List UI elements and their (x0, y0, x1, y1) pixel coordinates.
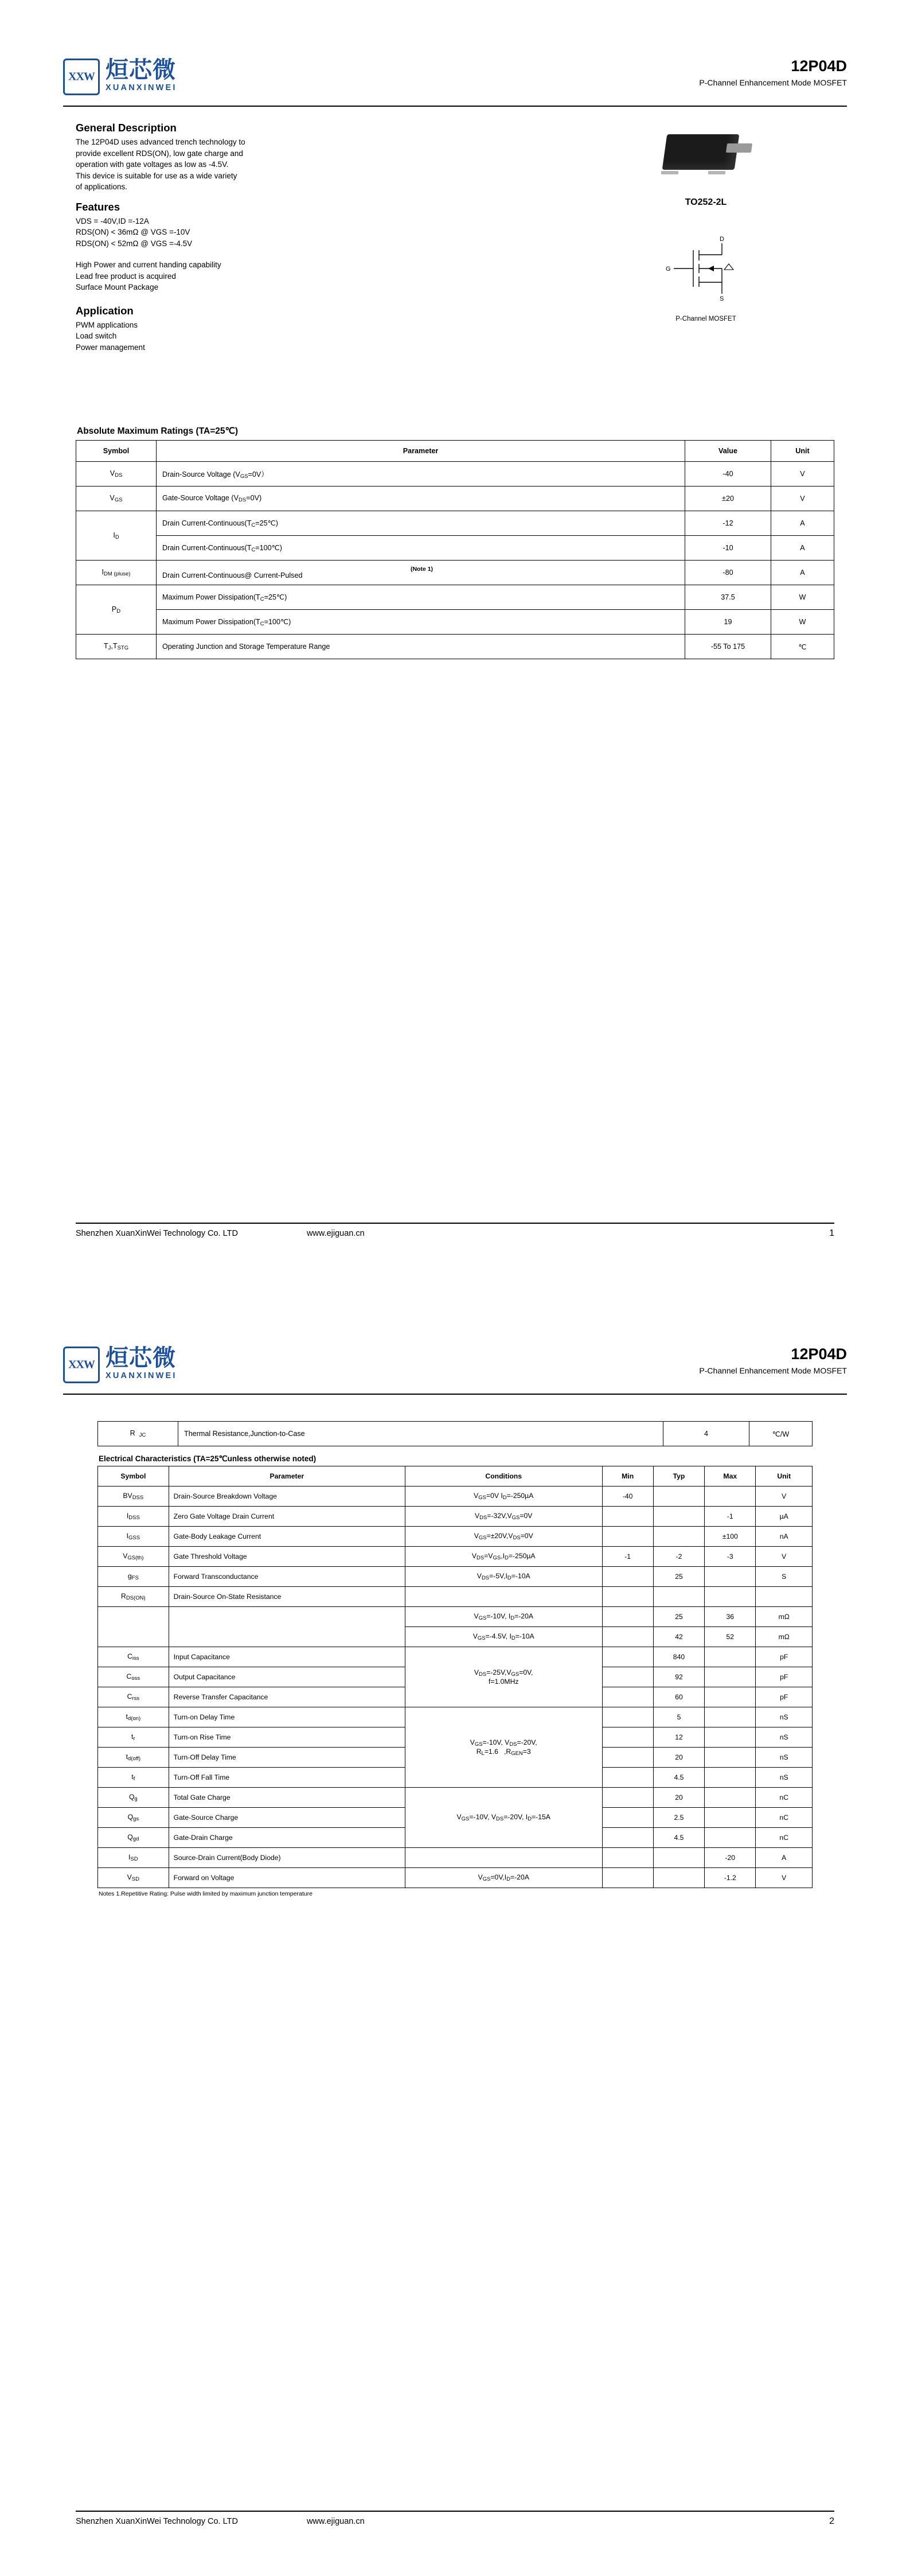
table-row (98, 1868, 813, 1888)
cell-max (705, 1687, 756, 1707)
cell-unit: V (771, 487, 834, 511)
cell-value: 19 (685, 610, 771, 635)
cell-parameter (169, 1627, 405, 1647)
cell-parameter: Drain-Source Breakdown Voltage (169, 1487, 405, 1507)
cell-parameter: Maximum Power $Dissipation(T_C=25℃)$ (157, 585, 685, 610)
cell-max (705, 1808, 756, 1828)
abs-max-title: Absolute Maximum Ratings (TA=25℃) (77, 426, 239, 436)
table-row (98, 1422, 813, 1446)
logo-mark-icon (63, 1347, 100, 1383)
cell-symbol: $Q_{gd}$ (98, 1828, 169, 1848)
cell-value: -10 (685, 536, 771, 561)
general-line-1: The 12P04D uses advanced trench technology to (76, 138, 245, 146)
footer-page-number: 2 (829, 2516, 834, 2526)
cell-parameter: Forward on Voltage (169, 1868, 405, 1888)
part-number: 12P04D (791, 57, 847, 75)
logo-mark-text: XXW (68, 70, 95, 83)
cell-typ (653, 1527, 704, 1547)
cell-typ: -2 (653, 1547, 704, 1567)
cell-value: 37.5 (685, 585, 771, 610)
footer-page-number: 1 (829, 1228, 834, 1238)
cell-symbol (98, 1607, 169, 1627)
cell-symbol: $V_{DS}$ (76, 462, 157, 487)
cell-max (705, 1707, 756, 1727)
application-line-1: PWM applications (76, 320, 138, 329)
cell-unit: nC (756, 1788, 813, 1808)
cell-parameter: Total Gate Charge (169, 1788, 405, 1808)
cell-symbol: $I_D$ (76, 511, 157, 561)
cell-max: -20 (705, 1848, 756, 1868)
features-line-4: High Power and current handing capability (76, 260, 221, 269)
cell-conditions: $V_{GS}=-10V$, $I_D=-20A$ (405, 1607, 602, 1627)
cell-conditions: $V_{GS}=\pm 20V,V_{DS}=0V$ (405, 1527, 602, 1547)
cell-typ: 4.5 (653, 1768, 704, 1788)
cell-max (705, 1487, 756, 1507)
table-row (98, 1647, 813, 1667)
cell-symbol: $t_{d(off)}$ (98, 1748, 169, 1768)
page-2 (0, 1288, 910, 2576)
cell-parameter: Drain-Source Voltage $(V_{GS}=0V)$ (157, 462, 685, 487)
cell-typ: 20 (653, 1788, 704, 1808)
col-unit: Unit (756, 1466, 813, 1487)
cell-max (705, 1567, 756, 1587)
logo-english-name: XUANXINWEI (106, 83, 177, 92)
table-row (98, 1547, 813, 1567)
table-row (98, 1527, 813, 1547)
cell-parameter: Gate Threshold Voltage (169, 1547, 405, 1567)
cell-conditions: $V_{GS}=0V,I_D=-20A$ (405, 1868, 602, 1888)
cell-max (705, 1788, 756, 1808)
footer-website[interactable]: www.ejiguan.cn (306, 2517, 365, 2526)
footer-company: Shenzhen XuanXinWei Technology Co. LTD (76, 1229, 238, 1238)
cell-unit: W (771, 585, 834, 610)
cell-parameter: Gate-Source Charge (169, 1808, 405, 1828)
cell-parameter: Gate-Body Leakage Current (169, 1527, 405, 1547)
cell-symbol: $I_{DM (pluse)}$ (76, 561, 157, 585)
features-block (76, 201, 431, 293)
cell-typ (653, 1848, 704, 1868)
cell-parameter: Turn-Off Fall Time (169, 1768, 405, 1788)
table-row (76, 511, 834, 536)
cell-parameter (169, 1607, 405, 1627)
cell-unit: nC (756, 1828, 813, 1848)
table-row (76, 462, 834, 487)
cell-max: 52 (705, 1627, 756, 1647)
table-row (98, 1587, 813, 1607)
col-max: Max (705, 1466, 756, 1487)
cell-min: -1 (602, 1547, 653, 1567)
table-row (98, 1707, 813, 1727)
general-line-2: provide excellent RDS(ON), low gate charge and (76, 149, 243, 158)
logo-chinese-name: 烜芯微 (106, 57, 176, 83)
table-row (98, 1627, 813, 1647)
cell-conditions (405, 1587, 602, 1607)
cell-parameter: Operating Junction and Storage Temperature Range (157, 635, 685, 659)
cell-parameter: Output Capacitance (169, 1667, 405, 1687)
cell-conditions: $V_{GS}=-4.5V$, $I_D=-10A$ (405, 1627, 602, 1647)
table-row (98, 1487, 813, 1507)
description-column (76, 122, 431, 354)
cell-max (705, 1647, 756, 1667)
cell-symbol: $C_{oss}$ (98, 1667, 169, 1687)
cell-parameter: Reverse Transfer Capacitance (169, 1687, 405, 1707)
cell-symbol: $t_{d(on)}$ (98, 1707, 169, 1727)
electrical-characteristics-title: Electrical Characteristics (TA=25℃unless otherwise noted) (99, 1454, 317, 1463)
table-row (76, 561, 834, 585)
cell-symbol: $BV_{DSS}$ (98, 1487, 169, 1507)
cell-parameter: Zero Gate Voltage Drain Current (169, 1507, 405, 1527)
cell-note: (Note 1) (410, 566, 433, 573)
general-line-4: This device is suitable for use as a wide variety (76, 171, 237, 180)
cell-symbol: $V_{GS(th)}$ (98, 1547, 169, 1567)
col-typ: Typ (653, 1466, 704, 1487)
cell-parameter: (Note 1) Drain Current-Continuous@ Current-Pulsed (157, 561, 685, 585)
cell-symbol: $I_{SD}$ (98, 1848, 169, 1868)
cell-min: -40 (602, 1487, 653, 1507)
cell-unit: V (756, 1868, 813, 1888)
logo-english-name: XUANXINWEI (106, 1371, 177, 1380)
cell-min (602, 1828, 653, 1848)
company-logo (63, 1345, 177, 1383)
cell-unit: S (756, 1567, 813, 1587)
cell-typ: 840 (653, 1647, 704, 1667)
cell-conditions: $V_{DS}=-25V,V_{GS}=0V$, f=1.0MHz (405, 1647, 602, 1707)
cell-typ (653, 1868, 704, 1888)
cell-min (602, 1587, 653, 1607)
cell-value: -55 To 175 (685, 635, 771, 659)
cell-max: 36 (705, 1607, 756, 1627)
cell-typ: 25 (653, 1567, 704, 1587)
table-row (98, 1567, 813, 1587)
cell-min (602, 1627, 653, 1647)
part-number: 12P04D (791, 1345, 847, 1363)
cell-unit: µA (756, 1507, 813, 1527)
header-divider (63, 1394, 847, 1395)
cell-min (602, 1647, 653, 1667)
cell-min (602, 1788, 653, 1808)
cell-typ: 60 (653, 1687, 704, 1707)
col-symbol: Symbol (98, 1466, 169, 1487)
cell-symbol: $I_{DSS}$ (98, 1507, 169, 1527)
cell-unit: pF (756, 1647, 813, 1667)
cell-max (705, 1768, 756, 1788)
cell-symbol (98, 1627, 169, 1647)
part-subtitle: P-Channel Enhancement Mode MOSFET (699, 1366, 847, 1375)
cell-typ: 4.5 (653, 1828, 704, 1848)
cell-symbol: $T_J,T_{STG}$ (76, 635, 157, 659)
cell-min (602, 1808, 653, 1828)
cell-parameter: Thermal Resistance,Junction-to-Case (178, 1422, 663, 1446)
abs-max-table (76, 440, 834, 659)
application-block (76, 305, 431, 353)
footer-company: Shenzhen XuanXinWei Technology Co. LTD (76, 2517, 238, 2526)
col-min: Min (602, 1466, 653, 1487)
cell-max (705, 1727, 756, 1748)
cell-unit: A (771, 511, 834, 536)
table-row (76, 487, 834, 511)
application-title: Application (76, 304, 134, 317)
footer-website[interactable]: www.ejiguan.cn (306, 1229, 365, 1238)
cell-typ (653, 1487, 704, 1507)
cell-max: ±100 (705, 1527, 756, 1547)
cell-unit: mΩ (756, 1607, 813, 1627)
logo-chinese-name: 烜芯微 (106, 1345, 176, 1371)
cell-min (602, 1527, 653, 1547)
thermal-resistance-table (97, 1421, 813, 1446)
cell-typ: 42 (653, 1627, 704, 1647)
cell-max: -1 (705, 1507, 756, 1527)
general-description-block (76, 122, 431, 193)
cell-conditions: $V_{GS}=-10V$, $V_{DS}=-20V$, $R_L=1.6$ $,R_{GEN}=3$ (405, 1707, 602, 1788)
cell-symbol: $V_{GS}$ (76, 487, 157, 511)
page-header (63, 1345, 847, 1394)
cell-parameter: Input Capacitance (169, 1647, 405, 1667)
cell-symbol: $C_{iss}$ (98, 1647, 169, 1667)
cell-unit: V (756, 1487, 813, 1507)
logo-mark-text: XXW (68, 1358, 95, 1371)
table-row (98, 1607, 813, 1627)
features-line-5: Lead free product is acquired (76, 271, 176, 281)
cell-unit: nS (756, 1727, 813, 1748)
application-line-2: Load switch (76, 332, 117, 340)
package-photo (658, 129, 754, 181)
general-description-title: General Description (76, 122, 177, 134)
cell-max (705, 1667, 756, 1687)
cell-value: -40 (685, 462, 771, 487)
cell-parameter: Source-Drain Current(Body Diode) (169, 1848, 405, 1868)
cell-unit: nC (756, 1808, 813, 1828)
general-line-5: of applications. (76, 182, 128, 191)
cell-min (602, 1567, 653, 1587)
cell-unit: nS (756, 1768, 813, 1788)
page-header (63, 57, 847, 106)
symbol-caption: P-Channel MOSFET (675, 316, 736, 322)
cell-symbol: $R_{DS(ON)}$ (98, 1587, 169, 1607)
cell-symbol: $V_{SD}$ (98, 1868, 169, 1888)
cell-value: 4 (663, 1422, 749, 1446)
features-line-1: VDS = -40V,ID =-12A (76, 216, 149, 225)
cell-symbol: $t_r$ (98, 1727, 169, 1748)
cell-min (602, 1667, 653, 1687)
cell-unit: mΩ (756, 1627, 813, 1647)
cell-conditions: $V_{DS}=V_{GS},I_D=-250\mu A$ (405, 1547, 602, 1567)
features-line-2: RDS(ON) < 36mΩ @ VGS =-10V (76, 228, 190, 236)
svg-text:D: D (720, 236, 724, 243)
electrical-characteristics-table (97, 1466, 813, 1888)
cell-unit (756, 1587, 813, 1607)
cell-unit: pF (756, 1667, 813, 1687)
cell-unit: nS (756, 1707, 813, 1727)
cell-parameter: Gate-Drain Charge (169, 1828, 405, 1848)
cell-typ (653, 1507, 704, 1527)
cell-min (602, 1868, 653, 1888)
cell-max (705, 1828, 756, 1848)
cell-typ: 2.5 (653, 1808, 704, 1828)
page-2-footer (76, 2511, 834, 2527)
cell-value: -80 (685, 561, 771, 585)
col-value: Value (685, 441, 771, 462)
cell-symbol: $t_f$ (98, 1768, 169, 1788)
page-2-content (97, 1421, 813, 1897)
svg-text:S: S (720, 295, 724, 302)
cell-min (602, 1848, 653, 1868)
application-line-3: Power management (76, 343, 145, 352)
svg-text:G: G (666, 266, 671, 273)
cell-unit: pF (756, 1687, 813, 1707)
cell-max (705, 1587, 756, 1607)
cell-typ: 92 (653, 1667, 704, 1687)
cell-symbol: $Q_{gs}$ (98, 1808, 169, 1828)
cell-parameter: Drain Current-$Continuous(T_C=25℃)$ (157, 511, 685, 536)
cell-value: -12 (685, 511, 771, 536)
table-header-row (98, 1466, 813, 1487)
cell-conditions: $V_{DS}=-32V,V_{GS}=0V$ (405, 1507, 602, 1527)
cell-unit: V (771, 462, 834, 487)
col-parameter: Parameter (169, 1466, 405, 1487)
cell-parameter: Drain Current-$Continuous(T_C=100℃)$ (157, 536, 685, 561)
cell-unit: A (771, 536, 834, 561)
cell-min (602, 1707, 653, 1727)
table-header-row (76, 441, 834, 462)
cell-symbol: $P_D$ (76, 585, 157, 635)
features-line-6: Surface Mount Package (76, 283, 159, 291)
cell-typ: 20 (653, 1748, 704, 1768)
cell-min (602, 1507, 653, 1527)
cell-symbol: $Q_g$ (98, 1788, 169, 1808)
cell-symbol: $g_{FS}$ (98, 1567, 169, 1587)
cell-max: -3 (705, 1547, 756, 1567)
cell-parameter: Drain-Source On-State Resistance (169, 1587, 405, 1607)
cell-typ: 25 (653, 1607, 704, 1627)
cell-max (705, 1748, 756, 1768)
col-unit: Unit (771, 441, 834, 462)
cell-unit: ℃/W (749, 1422, 813, 1446)
package-illustration-area (585, 120, 826, 322)
cell-typ: 12 (653, 1727, 704, 1748)
cell-symbol: $C_{rss}$ (98, 1687, 169, 1707)
cell-unit: nS (756, 1748, 813, 1768)
cell-conditions: $V_{DS}=-5V,I_D=-10A$ (405, 1567, 602, 1587)
cell-conditions: $V_{GS}=-10V$, $V_{DS}=-20V$, $I_D=-15A$ (405, 1788, 602, 1848)
cell-parameter: Turn-Off Delay Time (169, 1748, 405, 1768)
part-subtitle: P-Channel Enhancement Mode MOSFET (699, 78, 847, 87)
general-line-3: operation with gate voltages as low as -4.5V. (76, 160, 229, 169)
cell-unit: nA (756, 1527, 813, 1547)
cell-typ: 5 (653, 1707, 704, 1727)
package-name: TO252-2L (685, 197, 727, 207)
features-title: Features (76, 200, 120, 213)
cell-min (602, 1687, 653, 1707)
cell-unit: A (771, 561, 834, 585)
cell-unit: A (756, 1848, 813, 1868)
absolute-maximum-ratings-section (76, 426, 834, 659)
table-row (98, 1848, 813, 1868)
table-row (76, 585, 834, 610)
cell-parameter: Turn-on Rise Time (169, 1727, 405, 1748)
cell-max: -1.2 (705, 1868, 756, 1888)
cell-symbol: R $_{JC}$ (98, 1422, 178, 1446)
cell-symbol: $I_{GSS}$ (98, 1527, 169, 1547)
cell-parameter: Gate-Source Voltage $(V_{DS}=0V)$ (157, 487, 685, 511)
cell-parameter: Maximum Power $Dissipation(T_C=100℃)$ (157, 610, 685, 635)
header-divider (63, 106, 847, 107)
cell-typ (653, 1587, 704, 1607)
page-1-footer (76, 1223, 834, 1239)
cell-parameter: Turn-on Delay Time (169, 1707, 405, 1727)
company-logo (63, 57, 177, 95)
cell-conditions: $V_{GS}=0V$ $I_D=-250\mu A$ (405, 1487, 602, 1507)
col-parameter: Parameter (157, 441, 685, 462)
thermal-symbol-sub: JC (139, 1432, 146, 1438)
cell-parameter: Forward Transconductance (169, 1567, 405, 1587)
cell-unit: W (771, 610, 834, 635)
col-conditions: Conditions (405, 1466, 602, 1487)
col-symbol: Symbol (76, 441, 157, 462)
features-line-3: RDS(ON) < 52mΩ @ VGS =-4.5V (76, 239, 193, 248)
table-note: Notes 1.Repetitive Rating: Pulse width limited by maximum junction temperature (99, 1890, 313, 1897)
table-row (76, 536, 834, 561)
cell-conditions (405, 1848, 602, 1868)
logo-mark-icon (63, 59, 100, 95)
table-row (76, 635, 834, 659)
cell-min (602, 1768, 653, 1788)
table-row (76, 610, 834, 635)
cell-min (602, 1727, 653, 1748)
cell-min (602, 1607, 653, 1627)
mosfet-symbol (585, 234, 826, 322)
cell-unit: V (756, 1547, 813, 1567)
cell-value: ±20 (685, 487, 771, 511)
cell-unit: ℃ (771, 635, 834, 659)
table-row (98, 1507, 813, 1527)
cell-min (602, 1748, 653, 1768)
table-row (98, 1788, 813, 1808)
